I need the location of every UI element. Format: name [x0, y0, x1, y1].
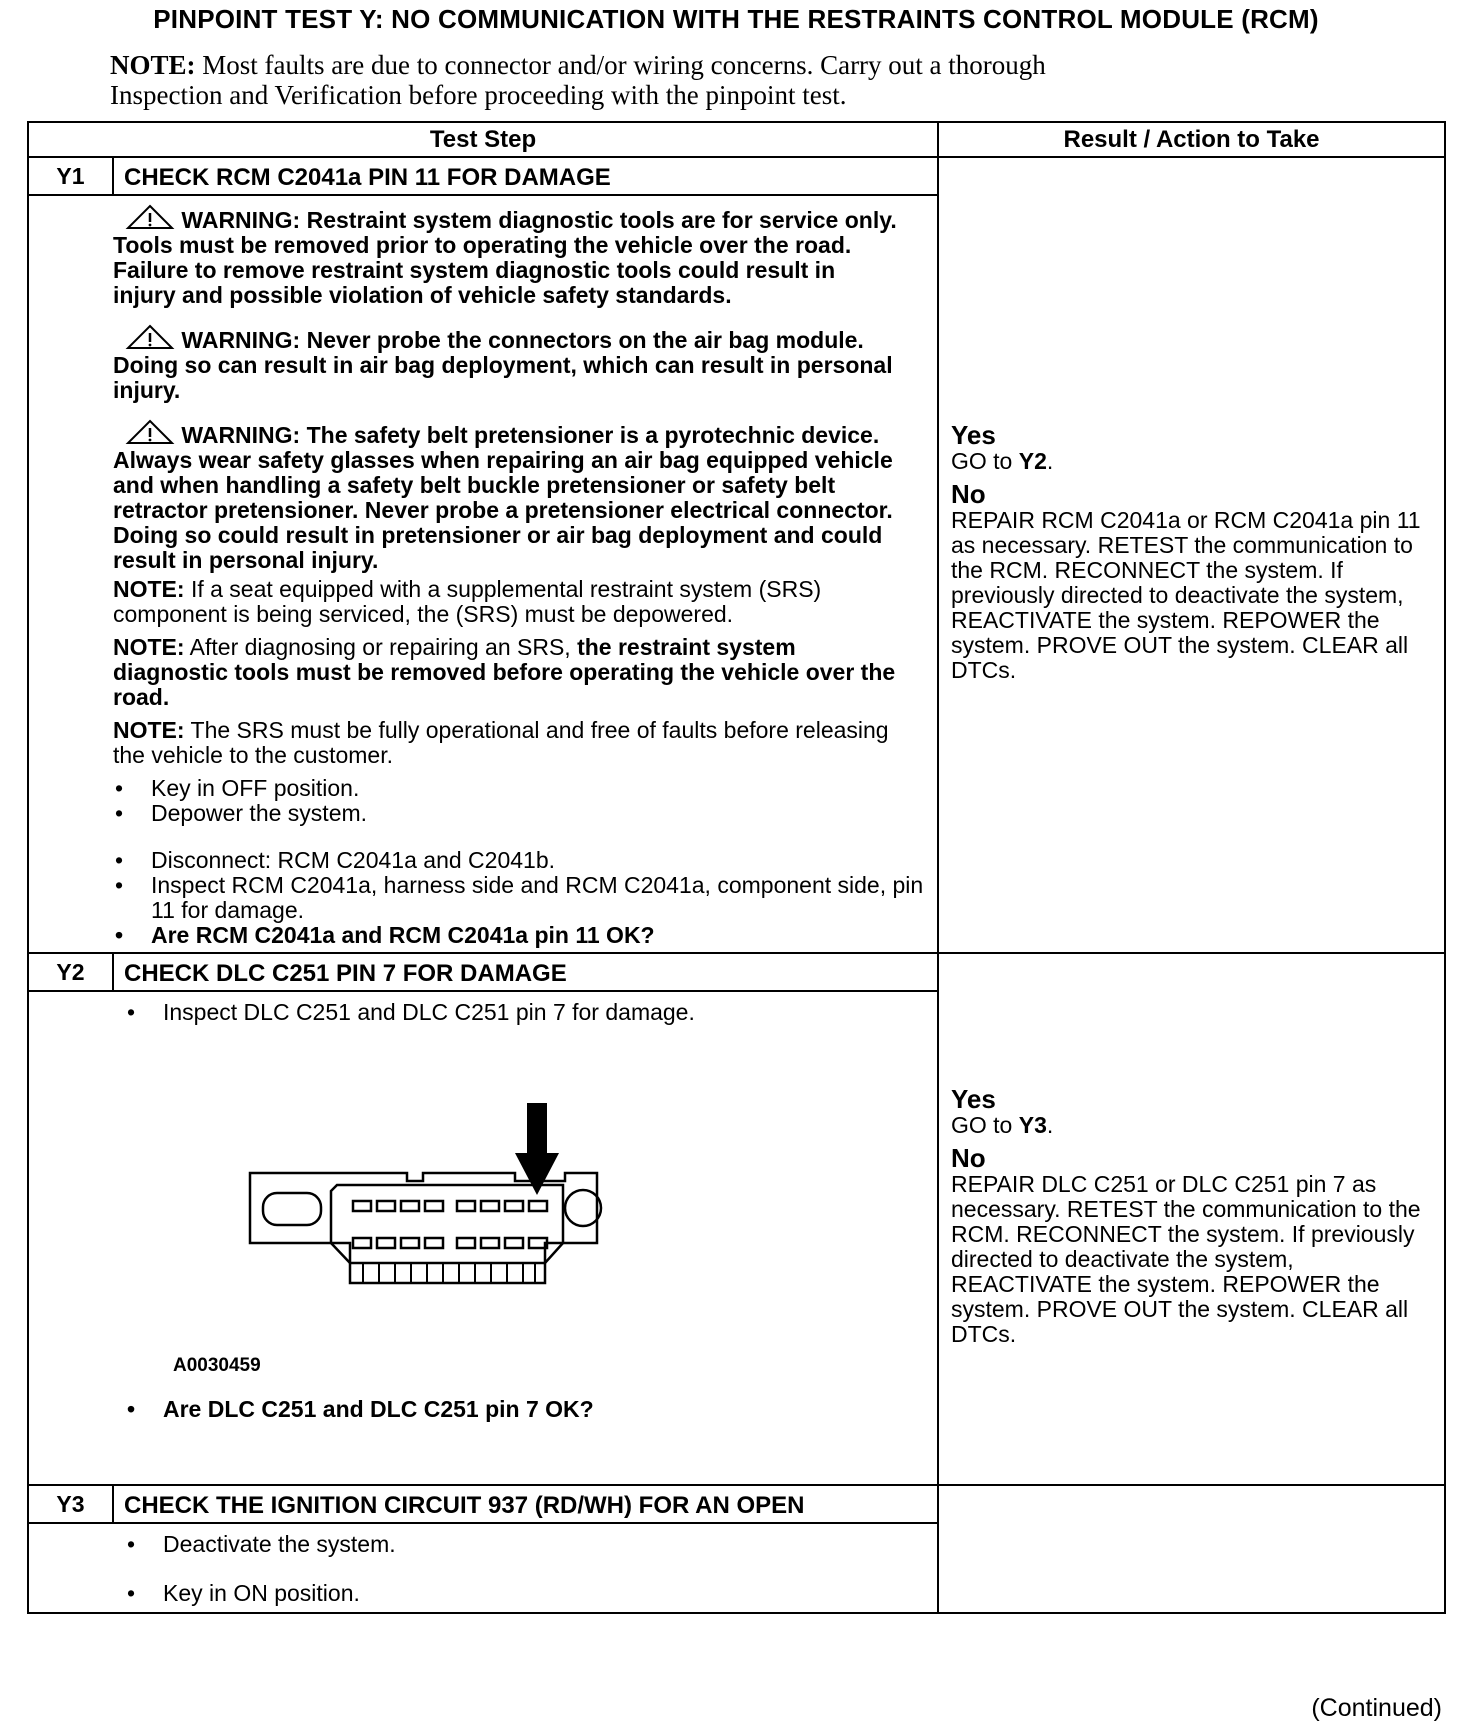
- note-1-text: If a seat equipped with a supplemental restraint system (SRS) component is being serviced, the (SRS) must be depowered.: [113, 576, 822, 627]
- note-2-label: NOTE:: [113, 634, 185, 660]
- dlc-connector-figure: [245, 1103, 675, 1333]
- y3-bullet-list: [125, 1532, 927, 1606]
- list-item: • Are RCM C2041a and RCM C2041a pin 11 OK?: [113, 923, 927, 948]
- step-y1-title-row: [28, 157, 1445, 195]
- step-y3-body: [28, 1523, 938, 1613]
- note-2-text: After diagnosing or repairing an SRS,: [184, 634, 578, 660]
- y1-yes-target: Y2: [1018, 448, 1047, 474]
- y2-question-list: [125, 1397, 927, 1422]
- step-y2-result: Yes GO to Y3. No REPAIR DLC C251 or DLC C251 pin 7 as necessary. RETEST the communication to the RCM. RECONNECT the system. If previously directed to deactivate the system, REACTIVATE the system. REPOWER the system. PROVE OUT the system. CLEAR all DTCs.: [938, 953, 1445, 1485]
- list-item: • Inspect DLC C251 and DLC C251 pin 7 for damage.: [125, 1000, 927, 1025]
- warning-2-text: WARNING: Never probe the connectors on the air bag module. Doing so can result in air bag deployment, which can result in personal injury.: [113, 327, 893, 403]
- table-header-row: [28, 122, 1445, 157]
- y1-bullet-list: [113, 776, 927, 948]
- warning-1: [113, 204, 897, 308]
- intro-note-label: NOTE:: [110, 50, 196, 80]
- warning-triangle-icon: [125, 419, 175, 445]
- warning-triangle-icon: [125, 204, 175, 230]
- y1-no-label: No: [951, 479, 986, 509]
- step-y3-id: Y3: [28, 1485, 113, 1523]
- note-1: [113, 577, 897, 627]
- note-3-label: NOTE:: [113, 717, 185, 743]
- list-item: • Deactivate the system.: [125, 1532, 927, 1557]
- y2-no-label: No: [951, 1143, 986, 1173]
- y1-yes-label: Yes: [951, 420, 996, 450]
- step-y1-result: Yes GO to Y2. No REPAIR RCM C2041a or RCM C2041a pin 11 as necessary. RETEST the communication to the RCM. RECONNECT the system. If previously directed to deactivate the system, REACTIVATE the system. REPOWER the system. PROVE OUT the system. CLEAR all DTCs.: [938, 157, 1445, 953]
- step-y2-body: [28, 991, 938, 1485]
- note-3: [113, 718, 897, 768]
- y1-no-text: REPAIR RCM C2041a or RCM C2041a pin 11 as necessary. RETEST the communication to the RCM. RECONNECT the system. If previously directed to deactivate the system, REACTIVATE the system. REPOWER the system. PROVE OUT the system. CLEAR all DTCs.: [951, 507, 1421, 683]
- intro-note-line2: Inspection and Verification before proceeding with the pinpoint test.: [110, 80, 847, 110]
- warning-triangle-icon: [125, 324, 175, 350]
- step-y1-body: [28, 195, 938, 953]
- y2-bullet-list: [125, 1000, 927, 1025]
- warning-3-text: WARNING: The safety belt pretensioner is a pyrotechnic device. Always wear safety glasses when repairing an air bag equipped vehicle and when handling a safety belt buckle pretensioner or safety belt retractor pretensioner. Never probe a pretensioner electrical connector. Doing so could result in pretensioner or air bag deployment and could result in personal injury.: [113, 422, 893, 573]
- list-item: • Key in ON position.: [125, 1581, 927, 1606]
- note-2-bold: the restraint system diagnostic tools must be removed before operating the vehicle over the road.: [113, 634, 896, 710]
- header-test-step: Test Step: [28, 122, 938, 157]
- continued-label: (Continued): [1311, 1694, 1442, 1722]
- note-1-label: NOTE:: [113, 576, 185, 602]
- step-y3-title-row: [28, 1485, 1445, 1523]
- step-y2-title-row: [28, 953, 1445, 991]
- list-item: • Key in OFF position.: [113, 776, 927, 801]
- step-y2-id: Y2: [28, 953, 113, 991]
- note-3-text: The SRS must be fully operational and free of faults before releasing the vehicle to the customer.: [113, 717, 889, 768]
- warning-1-text: WARNING: Restraint system diagnostic tools are for service only. Tools must be removed prior to operating the vehicle over the road. Failure to remove restraint system diagnostic tools could result in injury and possible violation of vehicle safety standards.: [113, 207, 897, 308]
- step-y2-title: CHECK DLC C251 PIN 7 FOR DAMAGE: [113, 953, 938, 991]
- step-y1-title: CHECK RCM C2041a PIN 11 FOR DAMAGE: [113, 157, 938, 195]
- header-result: Result / Action to Take: [938, 122, 1445, 157]
- page-title: PINPOINT TEST Y: NO COMMUNICATION WITH THE RESTRAINTS CONTROL MODULE (RCM): [153, 4, 1319, 34]
- y2-no-text: REPAIR DLC C251 or DLC C251 pin 7 as necessary. RETEST the communication to the RCM. RECONNECT the system. If previously directed to deactivate the system, REACTIVATE the system. REPOWER the system. PROVE OUT the system. CLEAR all DTCs.: [951, 1171, 1421, 1347]
- list-item: • Disconnect: RCM C2041a and C2041b.: [113, 848, 927, 873]
- step-y1-id: Y1: [28, 157, 113, 195]
- y2-yes-text: GO to: [951, 1112, 1019, 1138]
- y1-yes-text: GO to: [951, 448, 1019, 474]
- list-item: • Are DLC C251 and DLC C251 pin 7 OK?: [125, 1397, 927, 1422]
- intro-note-line1: Most faults are due to connector and/or wiring concerns. Carry out a thorough: [195, 50, 1046, 80]
- step-y3-result: [938, 1485, 1445, 1613]
- warning-3: [113, 419, 897, 573]
- intro-note: [110, 50, 1350, 110]
- pinpoint-table: [27, 121, 1446, 1614]
- y2-yes-target: Y3: [1018, 1112, 1047, 1138]
- list-item: • Inspect RCM C2041a, harness side and RCM C2041a, component side, pin 11 for damage.: [113, 873, 927, 923]
- list-item: • Depower the system.: [113, 801, 927, 826]
- y2-yes-label: Yes: [951, 1084, 996, 1114]
- warning-2: [113, 324, 897, 403]
- note-2: [113, 635, 897, 710]
- figure-id: A0030459: [173, 1355, 261, 1376]
- step-y3-title: CHECK THE IGNITION CIRCUIT 937 (RD/WH) FOR AN OPEN: [113, 1485, 938, 1523]
